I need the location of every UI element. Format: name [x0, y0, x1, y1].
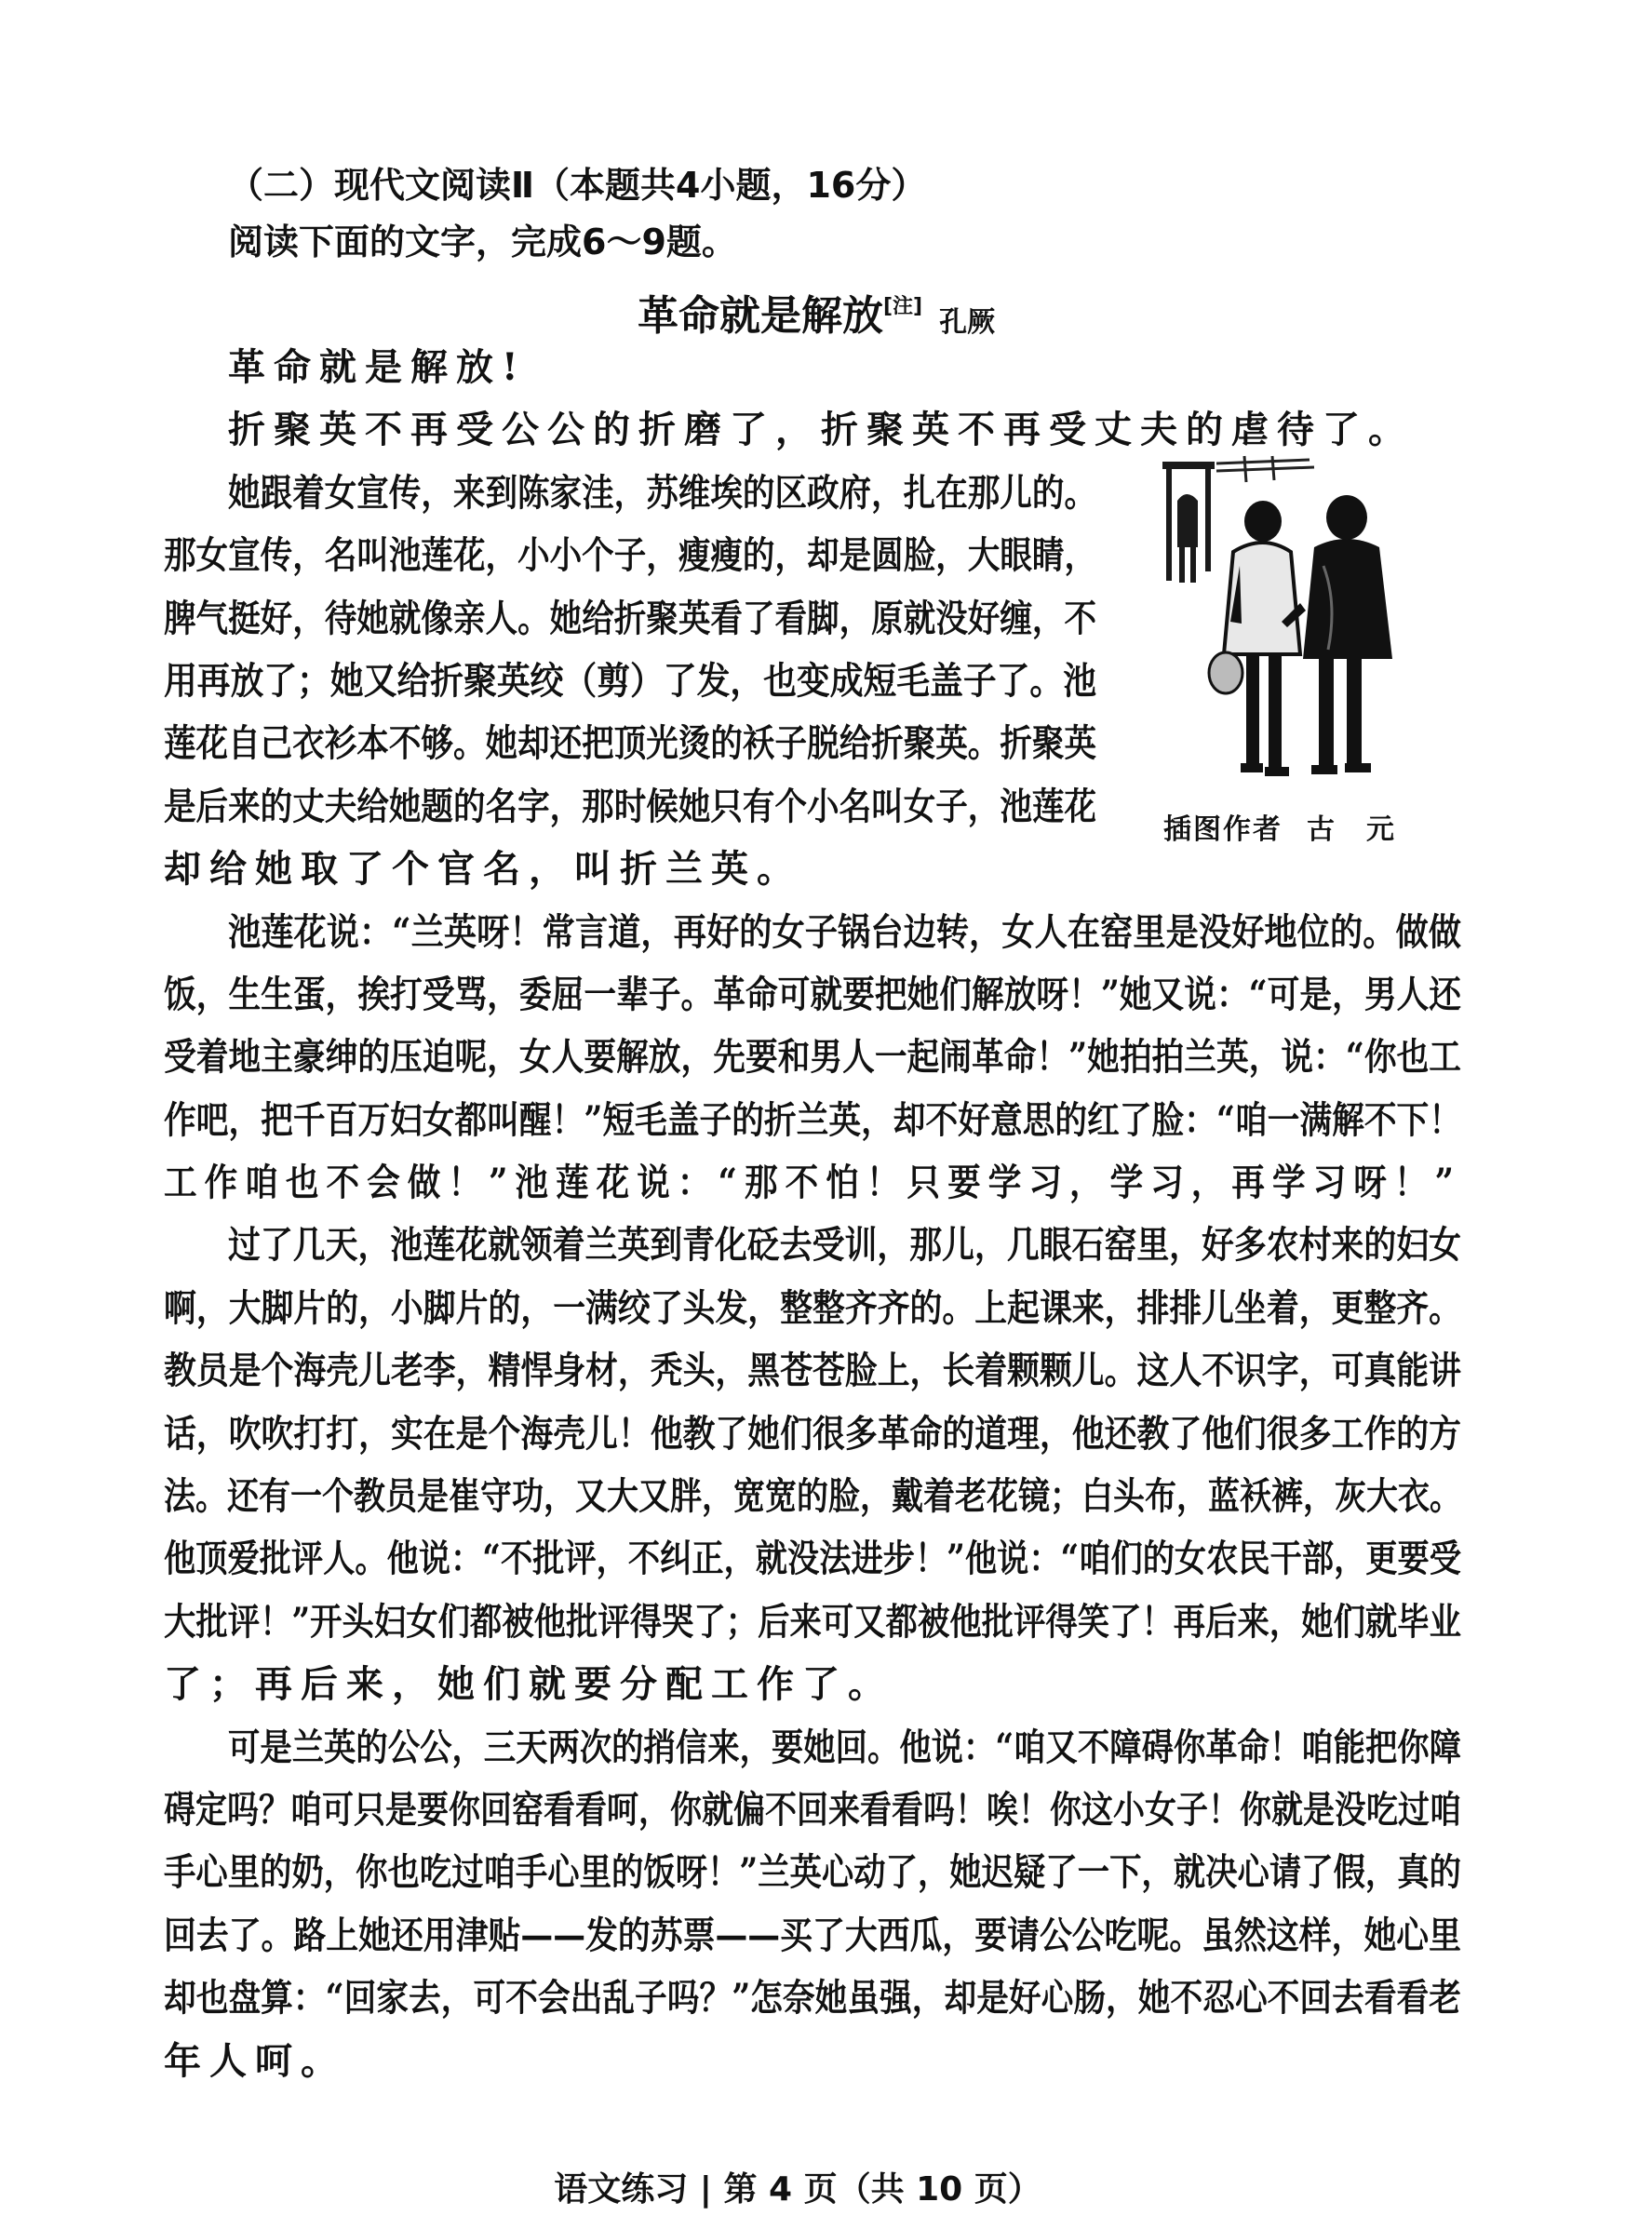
paragraph: [164, 1716, 1461, 2092]
article-heading: [638, 282, 995, 342]
text-line-content: 她跟着女宣传，来到陈家洼，苏维埃的区政府，扎在那儿的。: [228, 470, 1096, 515]
text-line-content: 法。还有一个教员是崔守功，又大又胖，宽宽的脸，戴着老花镜；白头布，蓝袄裤，灰大衣。: [164, 1474, 1461, 1519]
text-line-content: 啊，大脚片的，小脚片的，一满绞了头发，整整齐齐的。上起课来，排排儿坐着，更整齐。: [164, 1285, 1461, 1330]
text-line: [164, 1904, 1461, 1967]
text-line: [164, 963, 1461, 1026]
page-footer: 语文练习 | 第 4 页（共 10 页）: [554, 2170, 1041, 2209]
text-line: [164, 1403, 1461, 1465]
article-author: 孔厥: [939, 306, 996, 339]
note-mark: [注]: [883, 295, 923, 318]
text-line: [164, 1339, 1461, 1402]
text-line: [164, 775, 1096, 838]
text-line: [164, 398, 1461, 461]
text-line: [164, 712, 1096, 774]
text-line: [164, 462, 1096, 524]
text-line: [164, 1151, 1461, 1214]
text-line: [164, 1653, 1461, 1715]
text-line-content: 池莲花说：“兰英呀！常言道，再好的女子锅台边转，女人在窑里是没好地位的。做做: [228, 909, 1461, 954]
text-line: [164, 1967, 1461, 2029]
text-line: [164, 1591, 1461, 1653]
text-line: [164, 1527, 1461, 1590]
paragraph: [164, 1214, 1461, 1715]
text-line-content: 过了几天，池莲花就领着兰英到青化砭去受训，那儿，几眼石窑里，好多农村来的妇女: [228, 1223, 1461, 1268]
caption-label: 插图作者: [1163, 813, 1283, 846]
text-line: [164, 1277, 1461, 1339]
paragraph: [164, 398, 1461, 461]
text-line-content: 可是兰英的公公，三天两次的捎信来，要她回。他说：“咱又不障碍你革命！咱能把你障: [228, 1725, 1461, 1769]
text-line-content: 却也盘算：“回家去，可不会出乱子吗？”怎奈她虽强，却是好心肠，她不忍心不回去看看老: [164, 1976, 1461, 2021]
article-title-text: 革命就是解放: [638, 292, 883, 340]
text-line: [164, 1465, 1461, 1527]
text-line-content: 用再放了；她又给折聚英绞（剪）了发，也变成短毛盖子了。池: [164, 658, 1096, 703]
text-line-content: 年人呵。: [164, 2038, 346, 2083]
text-line-content: 他顶爱批评人。他说：“不批评，不纠正，就没法进步！”他说：“咱们的女农民干部，更要受: [164, 1537, 1461, 1581]
text-line: [164, 587, 1096, 650]
reading-instruction: 阅读下面的文字，完成6～9题。: [228, 222, 737, 262]
text-line: [164, 1026, 1461, 1088]
text-line-content: 回去了。路上她还用津贴——发的苏票——买了大西瓜，要请公公吃呢。虽然这样，她心里: [164, 1913, 1461, 1957]
text-line-content: 受着地主豪绅的压迫呢，女人要解放，先要和男人一起闹革命！”她拍拍兰英，说：“你也工: [164, 1035, 1461, 1080]
text-line-content: 工作咱也不会做！”池莲花说：“那不怕！只要学习，学习，再学习呀！”: [164, 1161, 1461, 1205]
text-line: [164, 650, 1096, 712]
text-line-content: 话，吹吹打打，实在是个海壳儿！他教了她们很多革命的道理，他还教了他们很多工作的方: [164, 1411, 1461, 1456]
text-line-content: 作吧，把千百万妇女都叫醒！”短毛盖子的折兰英，却不好意思的红了脸：“咱一满解不下！: [164, 1097, 1461, 1142]
text-line-content: 饭，生生蛋，挨打受骂，委屈一辈子。革命可就要把她们解放呀！”她又说：“可是，男人还: [164, 972, 1461, 1016]
text-line-content: 了；再后来，她们就要分配工作了。: [164, 1662, 893, 1707]
text-line-content: 大批评！”开头妇女们都被他批评得哭了；后来可又都被他批评得笑了！再后来，她们就毕业: [164, 1599, 1461, 1644]
text-line-content: 手心里的奶，你也吃过咱手心里的饭呀！”兰英心动了，她迟疑了一下，就决心请了假，真的: [164, 1850, 1461, 1895]
text-line-content: 是后来的丈夫给她题的名字，那时候她只有个小名叫女子，池莲花: [164, 784, 1096, 828]
illustration-caption: [1163, 812, 1396, 849]
section-header: （二）现代文阅读Ⅱ（本题共4小题，16分）: [228, 165, 927, 206]
article-title: [638, 282, 922, 342]
paragraph: [164, 336, 1461, 398]
text-line-content: 折聚英不再受公公的折磨了，折聚英不再受丈夫的虐待了。: [228, 408, 1414, 452]
text-line-content: 教员是个海壳儿老李，精悍身材，秃头，黑苍苍脸上，长着颗颗儿。这人不识字，可真能讲: [164, 1349, 1461, 1393]
text-line: [164, 1214, 1461, 1276]
text-line: [164, 901, 1461, 963]
text-line-content: 碍定吗？咱可只是要你回窑看看呵，你就偏不回来看看吗！唉！你这小女子！你就是没吃过咱: [164, 1787, 1461, 1832]
text-line: [164, 838, 1096, 900]
caption-artist: 古 元: [1307, 813, 1396, 846]
text-line-content: 莲花自己衣衫本不够。她却还把顶光烫的袄子脱给折聚英。折聚英: [164, 721, 1096, 766]
woodcut-illustration: [1161, 454, 1404, 791]
text-line: [164, 1716, 1461, 1779]
text-line: [164, 1779, 1461, 1841]
text-line: [164, 2030, 1461, 2092]
text-line: [164, 1841, 1461, 1903]
text-line-content: 革命就是解放!: [228, 345, 527, 389]
text-line-content: 脾气挺好，待她就像亲人。她给折聚英看了看脚，原就没好缠，不: [164, 596, 1096, 640]
text-line: [164, 1089, 1461, 1151]
text-line-content: 却给她取了个官名，叫折兰英。: [164, 847, 802, 892]
text-line: [164, 336, 1461, 398]
paragraph: [164, 901, 1461, 1215]
text-line-content: 那女宣传，名叫池莲花，小小个子，瘦瘦的，却是圆脸，大眼睛，: [164, 533, 1096, 578]
text-line: [164, 524, 1096, 586]
